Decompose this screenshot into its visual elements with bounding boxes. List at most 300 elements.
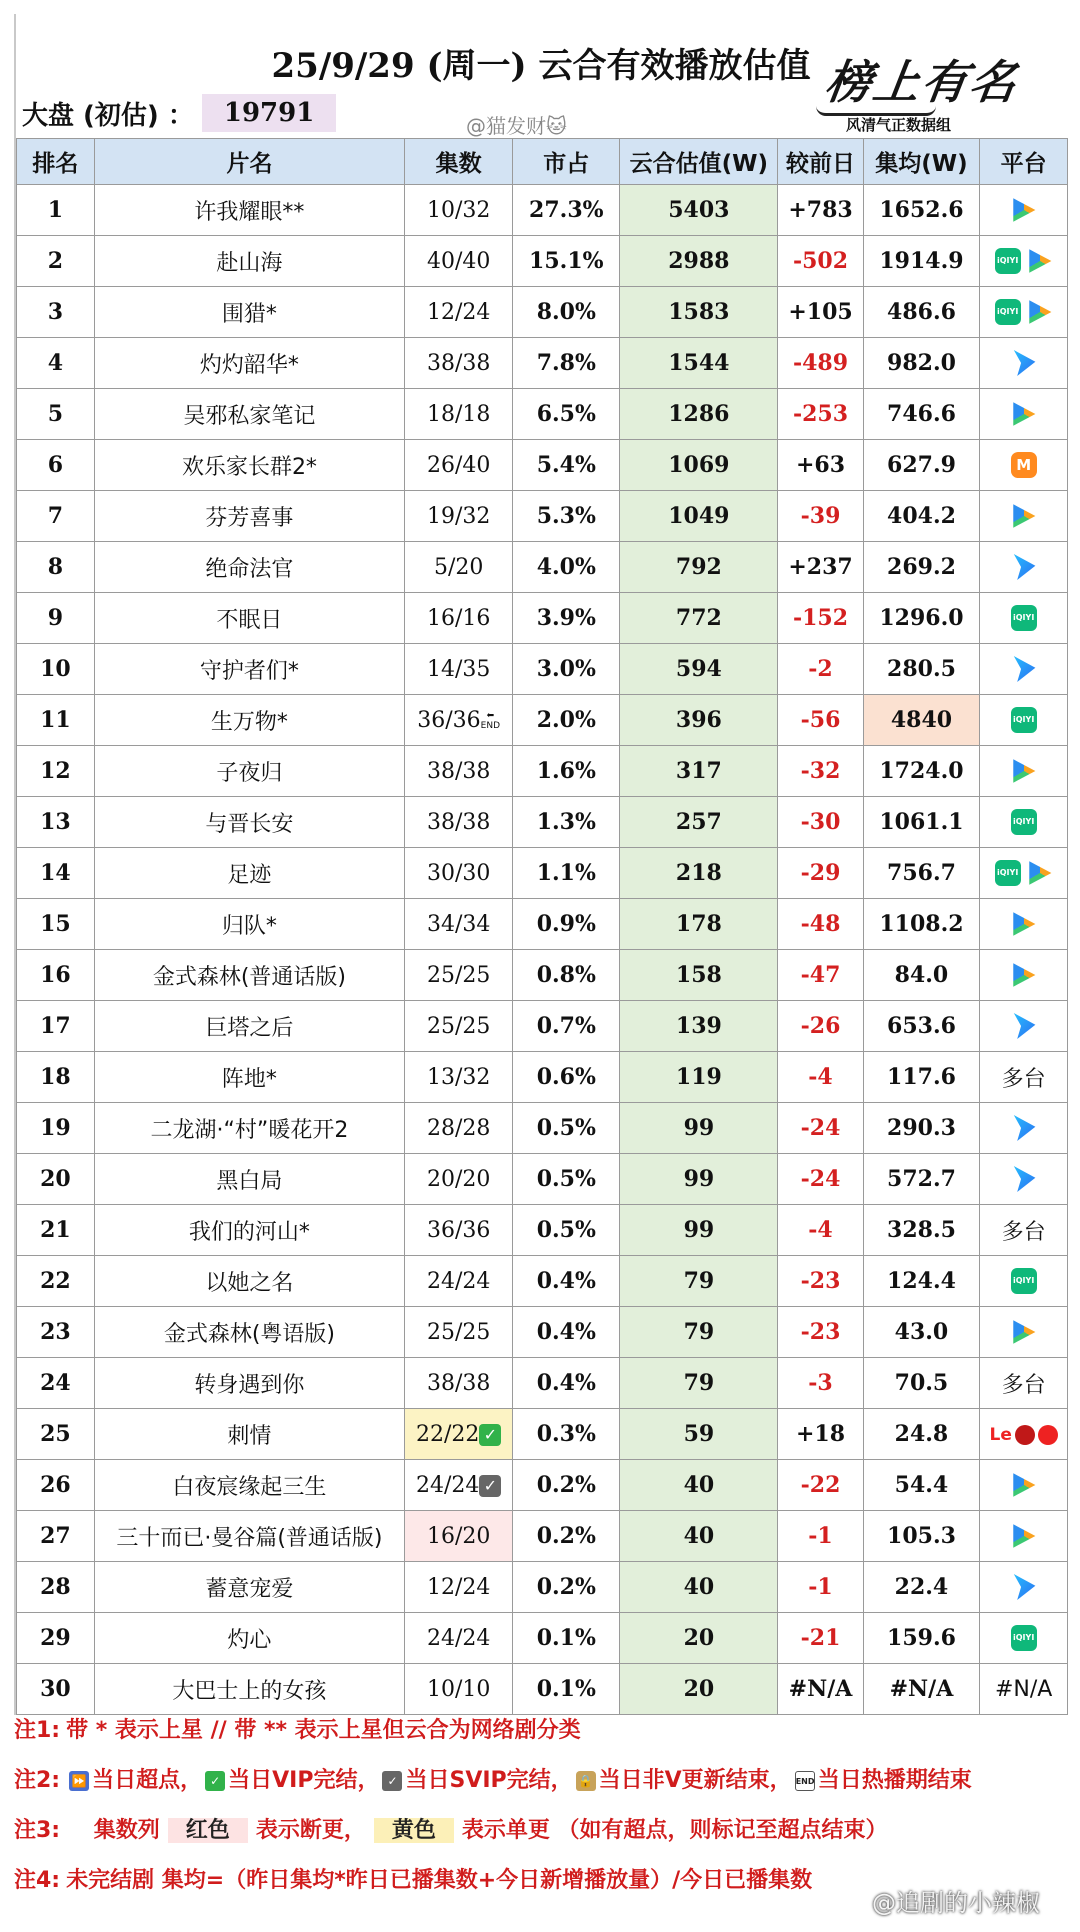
estimate-cell: 396	[620, 695, 778, 746]
platform-cell	[980, 491, 1068, 542]
share-cell: 0.7%	[513, 1001, 620, 1052]
iqiyi-icon: iQIYI	[1011, 809, 1037, 835]
episodes-value: 5/20	[433, 554, 484, 580]
average-cell: 486.6	[863, 287, 980, 338]
episodes-value: 24/24	[415, 1472, 480, 1498]
estimate-cell: 40	[620, 1511, 778, 1562]
logo-subtitle: 风清气正数据组	[846, 116, 952, 134]
episodes-cell	[405, 644, 513, 695]
rank-cell: 9	[17, 593, 95, 644]
share-cell: 8.0%	[513, 287, 620, 338]
platform-cell	[980, 440, 1068, 491]
share-cell: 0.4%	[513, 1256, 620, 1307]
market-label: 大盘 (初估) ：	[22, 100, 194, 131]
share-cell: 0.1%	[513, 1613, 620, 1664]
share-cell: 6.5%	[513, 389, 620, 440]
episodes-value: 34/34	[426, 911, 491, 937]
market-value: 19791	[202, 94, 336, 132]
table-row	[17, 1409, 1068, 1460]
delta-cell: -23	[778, 1256, 863, 1307]
episodes-cell	[405, 1307, 513, 1358]
estimate-cell: 317	[620, 746, 778, 797]
average-cell: 1724.0	[863, 746, 980, 797]
average-cell: 653.6	[863, 1001, 980, 1052]
platform-cell: #N/A	[980, 1664, 1068, 1715]
average-cell: 84.0	[863, 950, 980, 1001]
platform-cell	[980, 950, 1068, 1001]
estimate-cell: 99	[620, 1205, 778, 1256]
platform-cell	[980, 1307, 1068, 1358]
delta-cell: -253	[778, 389, 863, 440]
delta-cell: -4	[778, 1205, 863, 1256]
delta-cell: +783	[778, 185, 863, 236]
episodes-value: 38/38	[426, 809, 491, 835]
youku-icon	[1011, 1166, 1037, 1192]
average-cell: 756.7	[863, 848, 980, 899]
episodes-value: 40/40	[426, 248, 491, 274]
episodes-value: 18/18	[426, 401, 491, 427]
author-credit: @猫发财🐱	[466, 114, 567, 138]
episodes-cell	[405, 848, 513, 899]
delta-cell: -1	[778, 1562, 863, 1613]
title-cell: 以她之名	[94, 1256, 404, 1307]
share-cell: 0.4%	[513, 1358, 620, 1409]
platform-cell	[980, 542, 1068, 593]
tencent-video-icon	[1011, 1472, 1037, 1498]
title-cell: 归队*	[94, 899, 404, 950]
share-cell: 0.8%	[513, 950, 620, 1001]
table-row	[17, 1052, 1068, 1103]
title-cell: 我们的河山*	[94, 1205, 404, 1256]
episodes-cell	[405, 950, 513, 1001]
average-cell: 159.6	[863, 1613, 980, 1664]
share-cell: 5.4%	[513, 440, 620, 491]
estimate-cell: 40	[620, 1562, 778, 1613]
notes-section	[14, 1707, 1080, 1907]
iqiyi-icon: iQIYI	[1011, 1268, 1037, 1294]
title-cell: 许我耀眼**	[94, 185, 404, 236]
end-icon: END	[795, 1771, 815, 1791]
column-header: 集均(W)	[863, 139, 980, 185]
share-cell: 15.1%	[513, 236, 620, 287]
episodes-value: 26/40	[426, 452, 491, 478]
rank-cell: 17	[17, 1001, 95, 1052]
episodes-value: 25/25	[426, 962, 491, 988]
column-header: 云合估值(W)	[620, 139, 778, 185]
title-cell: 刺情	[94, 1409, 404, 1460]
table-row	[17, 389, 1068, 440]
youku-icon	[1011, 656, 1037, 682]
rank-cell: 22	[17, 1256, 95, 1307]
rank-cell: 21	[17, 1205, 95, 1256]
title-cell: 子夜归	[94, 746, 404, 797]
episodes-cell	[405, 1613, 513, 1664]
episodes-value: 12/24	[426, 299, 491, 325]
rank-cell: 25	[17, 1409, 95, 1460]
estimate-cell: 1583	[620, 287, 778, 338]
title-cell: 芬芳喜事	[94, 491, 404, 542]
episodes-value: 36/36	[417, 707, 481, 733]
episodes-value: 30/30	[426, 860, 491, 886]
episodes-cell	[405, 1409, 513, 1460]
platform-cell	[980, 287, 1068, 338]
table-row	[17, 593, 1068, 644]
title-cell: 欢乐家长群2*	[94, 440, 404, 491]
note-1: 注1: 带 * 表示上星 // 带 ** 表示上星但云合为网络剧分类	[14, 1718, 581, 1743]
average-cell: 328.5	[863, 1205, 980, 1256]
episodes-value: 16/20	[426, 1523, 491, 1549]
red-tag: 红色	[168, 1818, 248, 1843]
platform-cell	[980, 1409, 1068, 1460]
table-body	[17, 185, 1068, 1715]
share-cell: 1.6%	[513, 746, 620, 797]
rank-cell: 13	[17, 797, 95, 848]
rank-cell: 11	[17, 695, 95, 746]
estimate-cell: 139	[620, 1001, 778, 1052]
average-cell: 22.4	[863, 1562, 980, 1613]
title-cell: 二龙湖·“村”暖花开2	[94, 1103, 404, 1154]
delta-cell: -26	[778, 1001, 863, 1052]
table-row	[17, 287, 1068, 338]
table-row	[17, 695, 1068, 746]
title-cell: 三十而已·曼谷篇(普通话版)	[94, 1511, 404, 1562]
ranking-table	[16, 138, 1068, 1715]
episodes-cell	[405, 593, 513, 644]
share-cell: 0.5%	[513, 1103, 620, 1154]
watermark: @追剧的小辣椒	[872, 1889, 1040, 1917]
platform-cell	[980, 1103, 1068, 1154]
episodes-cell	[405, 491, 513, 542]
platform-cell	[980, 338, 1068, 389]
estimate-cell: 1286	[620, 389, 778, 440]
delta-cell: -21	[778, 1613, 863, 1664]
rank-cell: 8	[17, 542, 95, 593]
delta-cell: -489	[778, 338, 863, 389]
tencent-video-icon	[1027, 860, 1053, 886]
share-cell: 3.0%	[513, 644, 620, 695]
rank-cell: 16	[17, 950, 95, 1001]
youku-icon	[1011, 1574, 1037, 1600]
tencent-video-icon	[1011, 962, 1037, 988]
rank-cell: 15	[17, 899, 95, 950]
rank-cell: 30	[17, 1664, 95, 1715]
tencent-video-icon	[1011, 401, 1037, 427]
rank-cell: 1	[17, 185, 95, 236]
episodes-value: 12/24	[426, 1574, 491, 1600]
episodes-value: 10/32	[426, 197, 491, 223]
episodes-value: 25/25	[426, 1013, 491, 1039]
table-row	[17, 440, 1068, 491]
platform-cell	[980, 899, 1068, 950]
title-cell: 金式森林(粤语版)	[94, 1307, 404, 1358]
delta-cell: +18	[778, 1409, 863, 1460]
average-cell: 982.0	[863, 338, 980, 389]
estimate-cell: 59	[620, 1409, 778, 1460]
rank-cell: 29	[17, 1613, 95, 1664]
green-check-icon: ✓	[205, 1771, 225, 1791]
estimate-cell: 79	[620, 1358, 778, 1409]
title-cell: 赴山海	[94, 236, 404, 287]
delta-cell: -39	[778, 491, 863, 542]
share-cell: 0.6%	[513, 1052, 620, 1103]
estimate-cell: 99	[620, 1103, 778, 1154]
share-cell: 0.1%	[513, 1664, 620, 1715]
rank-cell: 4	[17, 338, 95, 389]
estimate-cell: 772	[620, 593, 778, 644]
column-header: 片名	[94, 139, 404, 185]
estimate-cell: 1544	[620, 338, 778, 389]
episodes-value: 24/24	[426, 1625, 491, 1651]
table-row	[17, 1307, 1068, 1358]
tencent-video-icon	[1011, 911, 1037, 937]
rank-cell: 2	[17, 236, 95, 287]
share-cell: 0.2%	[513, 1562, 620, 1613]
rank-cell: 12	[17, 746, 95, 797]
letv-icon: Le	[989, 1425, 1057, 1445]
platform-cell: 多台	[980, 1205, 1068, 1256]
estimate-cell: 119	[620, 1052, 778, 1103]
table-row	[17, 797, 1068, 848]
platform-cell: 多台	[980, 1052, 1068, 1103]
title-cell: 生万物*	[94, 695, 404, 746]
title-cell: 蓄意宠爱	[94, 1562, 404, 1613]
table-row	[17, 1358, 1068, 1409]
logo-calligraphy: 榜上有名	[821, 55, 1022, 109]
tencent-video-icon	[1027, 248, 1053, 274]
average-cell: 1061.1	[863, 797, 980, 848]
rank-cell: 23	[17, 1307, 95, 1358]
svip-complete-icon: ✓	[479, 1475, 501, 1497]
title-cell: 大巴士上的女孩	[94, 1664, 404, 1715]
share-cell: 7.8%	[513, 338, 620, 389]
table-row	[17, 644, 1068, 695]
platform-cell: 多台	[980, 1358, 1068, 1409]
table-row	[17, 1154, 1068, 1205]
table-row	[17, 1103, 1068, 1154]
delta-cell: -24	[778, 1154, 863, 1205]
table-row	[17, 899, 1068, 950]
title-cell: 黑白局	[94, 1154, 404, 1205]
estimate-cell: 1069	[620, 440, 778, 491]
share-cell: 27.3%	[513, 185, 620, 236]
episodes-cell	[405, 1103, 513, 1154]
episodes-value: 19/32	[426, 503, 491, 529]
share-cell: 0.2%	[513, 1511, 620, 1562]
delta-cell: -29	[778, 848, 863, 899]
average-cell: 43.0	[863, 1307, 980, 1358]
sheet-header	[16, 14, 1066, 138]
iqiyi-icon: iQIYI	[995, 299, 1021, 325]
delta-cell: -22	[778, 1460, 863, 1511]
episodes-cell	[405, 797, 513, 848]
platform-cell	[980, 1562, 1068, 1613]
share-cell: 1.1%	[513, 848, 620, 899]
episodes-cell	[405, 1511, 513, 1562]
title-cell: 阵地*	[94, 1052, 404, 1103]
table-row	[17, 542, 1068, 593]
average-cell: 124.4	[863, 1256, 980, 1307]
episodes-cell	[405, 746, 513, 797]
rank-cell: 20	[17, 1154, 95, 1205]
delta-cell: +63	[778, 440, 863, 491]
share-cell: 3.9%	[513, 593, 620, 644]
tencent-video-icon	[1011, 1523, 1037, 1549]
share-cell: 2.0%	[513, 695, 620, 746]
estimate-cell: 792	[620, 542, 778, 593]
rank-cell: 26	[17, 1460, 95, 1511]
episodes-cell	[405, 338, 513, 389]
episodes-value: 25/25	[426, 1319, 491, 1345]
table-row	[17, 1613, 1068, 1664]
share-cell: 0.3%	[513, 1409, 620, 1460]
brand-logo	[821, 46, 1026, 136]
rank-cell: 19	[17, 1103, 95, 1154]
episodes-cell	[405, 1205, 513, 1256]
tencent-video-icon	[1027, 299, 1053, 325]
tencent-video-icon	[1011, 197, 1037, 223]
platform-cell	[980, 593, 1068, 644]
rank-cell: 7	[17, 491, 95, 542]
average-cell: 105.3	[863, 1511, 980, 1562]
episodes-value: 16/16	[426, 605, 491, 631]
average-cell: 746.6	[863, 389, 980, 440]
table-row	[17, 950, 1068, 1001]
title-cell: 巨塔之后	[94, 1001, 404, 1052]
tencent-video-icon	[1011, 503, 1037, 529]
average-cell: 54.4	[863, 1460, 980, 1511]
estimate-cell: 20	[620, 1613, 778, 1664]
episodes-cell	[405, 1256, 513, 1307]
title-cell: 不眠日	[94, 593, 404, 644]
table-row	[17, 1511, 1068, 1562]
note-2: 注2: ⏩ 当日超点， ✓ 当日VIP完结， ✓ 当日SVIP完结， 🔒 当日非V更新结束， END 当日热播期结束	[14, 1768, 972, 1793]
title-cell: 与晋长安	[94, 797, 404, 848]
rank-cell: 18	[17, 1052, 95, 1103]
table-row	[17, 746, 1068, 797]
episodes-cell	[405, 287, 513, 338]
average-cell: 1914.9	[863, 236, 980, 287]
column-header: 平台	[980, 139, 1068, 185]
episodes-value: 14/35	[426, 656, 491, 682]
rank-cell: 3	[17, 287, 95, 338]
estimate-cell: 594	[620, 644, 778, 695]
estimate-cell: 257	[620, 797, 778, 848]
platform-cell	[980, 185, 1068, 236]
rank-cell: 10	[17, 644, 95, 695]
table-row	[17, 1001, 1068, 1052]
episodes-value: 28/28	[426, 1115, 491, 1141]
tencent-video-icon	[1011, 1319, 1037, 1345]
table-row	[17, 848, 1068, 899]
delta-cell: -32	[778, 746, 863, 797]
column-header: 较前日	[778, 139, 863, 185]
delta-cell: +105	[778, 287, 863, 338]
column-header: 集数	[405, 139, 513, 185]
episodes-value: 38/38	[426, 1370, 491, 1396]
estimate-cell: 178	[620, 899, 778, 950]
column-header: 市占	[513, 139, 620, 185]
youku-icon	[1011, 1013, 1037, 1039]
platform-cell	[980, 644, 1068, 695]
share-cell: 4.0%	[513, 542, 620, 593]
share-cell: 0.2%	[513, 1460, 620, 1511]
delta-cell: -56	[778, 695, 863, 746]
table-row	[17, 1205, 1068, 1256]
delta-cell: +237	[778, 542, 863, 593]
platform-cell	[980, 1154, 1068, 1205]
title-cell: 绝命法官	[94, 542, 404, 593]
column-header: 排名	[17, 139, 95, 185]
fast-forward-icon: ⏩	[69, 1771, 89, 1791]
estimate-cell: 1049	[620, 491, 778, 542]
note-4: 注4: 未完结剧 集均=（昨日集均*昨日已播集数+今日新增播放量）/今日已播集数	[14, 1868, 813, 1893]
rank-cell: 24	[17, 1358, 95, 1409]
delta-cell: -2	[778, 644, 863, 695]
average-cell: #N/A	[863, 1664, 980, 1715]
delta-cell: -23	[778, 1307, 863, 1358]
ranking-sheet	[14, 14, 1066, 1715]
rank-cell: 5	[17, 389, 95, 440]
table-row	[17, 491, 1068, 542]
table-row	[17, 1460, 1068, 1511]
share-cell: 5.3%	[513, 491, 620, 542]
average-cell: 280.5	[863, 644, 980, 695]
delta-cell: -152	[778, 593, 863, 644]
platform-cell	[980, 848, 1068, 899]
rank-cell: 6	[17, 440, 95, 491]
average-cell: 1108.2	[863, 899, 980, 950]
iqiyi-icon: iQIYI	[995, 860, 1021, 886]
lock-icon: 🔒	[576, 1771, 596, 1791]
episodes-cell	[405, 1052, 513, 1103]
table-row	[17, 185, 1068, 236]
episodes-value: 10/10	[426, 1676, 491, 1702]
rank-cell: 14	[17, 848, 95, 899]
share-cell: 0.9%	[513, 899, 620, 950]
share-cell: 0.4%	[513, 1307, 620, 1358]
platform-cell	[980, 389, 1068, 440]
average-cell: 572.7	[863, 1154, 980, 1205]
title-cell: 转身遇到你	[94, 1358, 404, 1409]
delta-cell: -3	[778, 1358, 863, 1409]
share-cell: 1.3%	[513, 797, 620, 848]
average-cell: 627.9	[863, 440, 980, 491]
estimate-cell: 99	[620, 1154, 778, 1205]
table-row	[17, 236, 1068, 287]
youku-icon	[1011, 1115, 1037, 1141]
market-summary	[22, 94, 336, 132]
rank-cell: 28	[17, 1562, 95, 1613]
episodes-cell	[405, 440, 513, 491]
estimate-cell: 158	[620, 950, 778, 1001]
episodes-cell	[405, 1358, 513, 1409]
delta-cell: -30	[778, 797, 863, 848]
tencent-video-icon	[1011, 758, 1037, 784]
estimate-cell: 79	[620, 1307, 778, 1358]
iqiyi-icon: iQIYI	[1011, 605, 1037, 631]
episodes-value: 22/22	[415, 1421, 480, 1447]
delta-cell: #N/A	[778, 1664, 863, 1715]
gray-check-icon: ✓	[382, 1771, 402, 1791]
estimate-cell: 2988	[620, 236, 778, 287]
estimate-cell: 40	[620, 1460, 778, 1511]
episodes-value: 38/38	[426, 758, 491, 784]
delta-cell: -47	[778, 950, 863, 1001]
episodes-cell	[405, 695, 513, 746]
average-cell: 404.2	[863, 491, 980, 542]
episodes-cell	[405, 1460, 513, 1511]
share-cell: 0.5%	[513, 1205, 620, 1256]
